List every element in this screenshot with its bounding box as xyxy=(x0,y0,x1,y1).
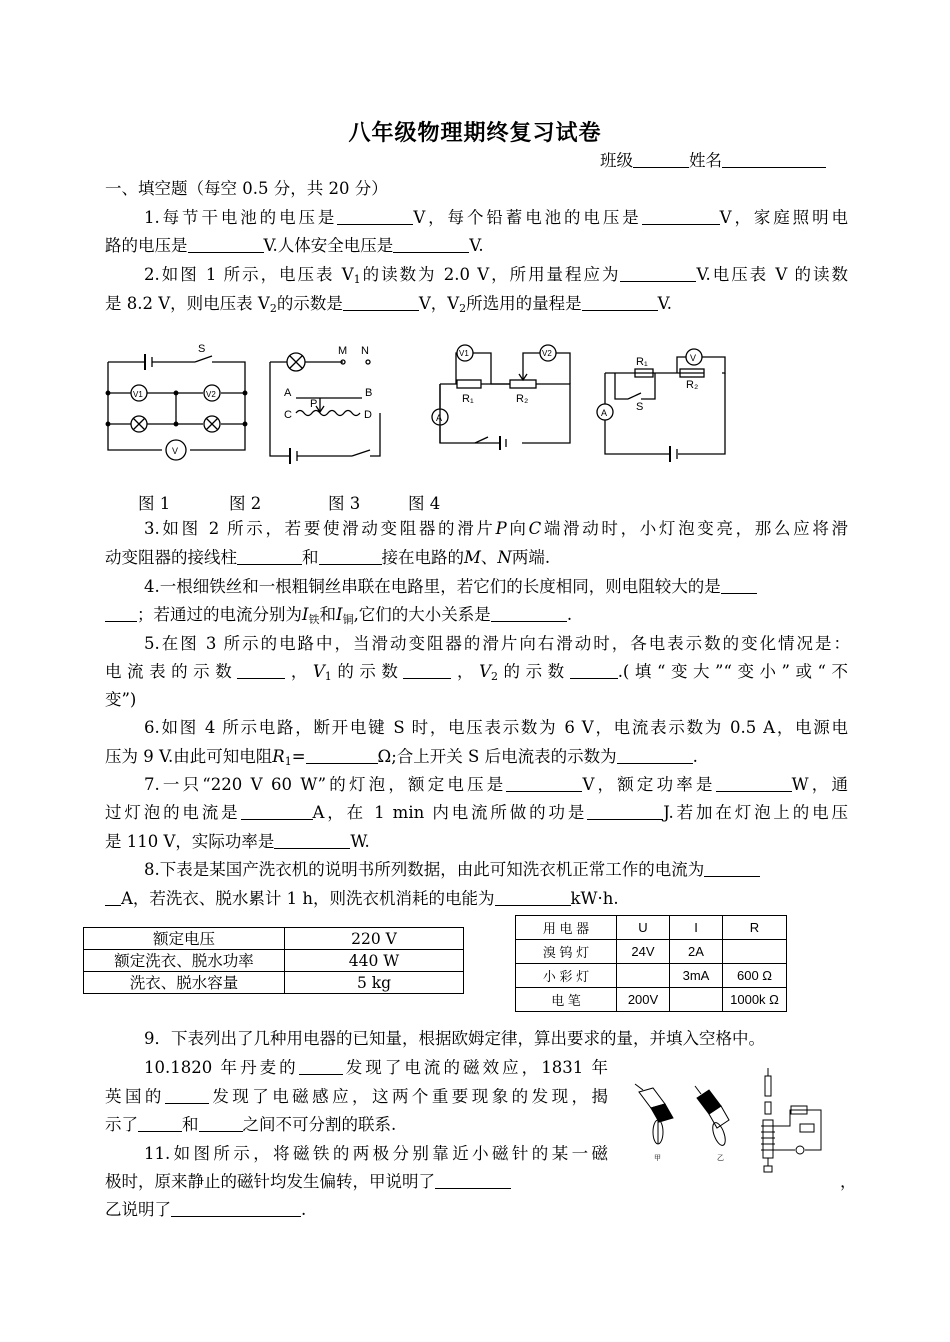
blank[interactable] xyxy=(199,1114,243,1132)
blank[interactable] xyxy=(165,1086,209,1104)
fig2-c-label: C xyxy=(284,409,292,421)
fig4-a-label: A xyxy=(601,408,608,418)
table-row: 小 彩 灯 3mA 600 Ω xyxy=(516,964,787,988)
answer-cell[interactable] xyxy=(617,964,670,988)
blank[interactable] xyxy=(319,547,382,565)
question-11-comma: ， xyxy=(840,1172,857,1191)
header-info xyxy=(600,150,826,172)
question-10-line-2: 英国的 发现了电磁感应，这两个重要现象的发现，揭 xyxy=(105,1087,609,1106)
question-7-line-2: 过灯泡的电流是 A，在 1 min 内电流所做的功是 J.若加在灯泡上的电压 xyxy=(105,803,848,822)
blank[interactable] xyxy=(582,293,658,311)
name-label: 姓名 xyxy=(689,151,722,170)
blank[interactable] xyxy=(642,207,720,225)
blank[interactable] xyxy=(105,604,137,622)
table-header: 用 电 器 U I R xyxy=(516,916,787,940)
blank[interactable] xyxy=(393,235,469,253)
blank[interactable] xyxy=(716,774,792,792)
blank[interactable] xyxy=(721,576,757,594)
blank[interactable] xyxy=(337,207,413,225)
class-label: 班级 xyxy=(600,151,633,170)
blank[interactable] xyxy=(506,774,582,792)
blank[interactable] xyxy=(403,661,451,679)
figure-1-circuit xyxy=(106,354,247,460)
figure-1-label: 图 1 xyxy=(138,494,171,513)
blank[interactable] xyxy=(570,661,618,679)
table-row: 洗衣、脱水容量 5 kg xyxy=(84,972,464,994)
question-4-line-2: ；若通过的电流分别为$I_铁$和$I_铜$,它们的大小关系是 . xyxy=(105,604,572,626)
question-2-line-1: 2.如图 1 所示，电压表 $V_1$的读数为 2.0 V，所用量程应为 V.电压表 V 的读数 xyxy=(144,265,848,286)
fig1-switch-label: S xyxy=(198,343,206,355)
yi-label: 乙 xyxy=(717,1155,724,1162)
blank[interactable] xyxy=(704,859,760,877)
blank[interactable] xyxy=(587,802,663,820)
magnet-figures xyxy=(625,1068,835,1176)
fig3-r1-label: R₁ xyxy=(462,393,474,405)
question-6-line-2: 压为 9 V.由此可知电阻$R_1= \Omega$;合上开关 S 后电流表的示数为 . xyxy=(105,747,698,768)
fig2-m-label: M xyxy=(338,345,348,357)
table-row: 额定洗衣、脱水功率 440 W xyxy=(84,950,464,972)
question-11-line-1: 11.如图所示，将磁铁的两极分别靠近小磁针的某一磁 xyxy=(144,1144,608,1163)
fig1-v-label: V xyxy=(172,446,179,456)
fig4-r2-label: R₂ xyxy=(686,379,699,391)
blank[interactable] xyxy=(188,235,264,253)
table-row: 溴 钨 灯 24V 2A xyxy=(516,940,787,964)
page-title: 八年级物理期终复习试卷 xyxy=(348,120,602,146)
fig2-a-label: A xyxy=(284,387,292,399)
fig4-v-label: V xyxy=(690,353,697,363)
figure-labels xyxy=(0,490,950,514)
fig2-n-label: N xyxy=(361,345,369,357)
electromagnet-figure xyxy=(761,1068,821,1172)
circuit-figures xyxy=(100,336,740,476)
blank[interactable] xyxy=(138,1114,182,1132)
fig3-v2-label: V2 xyxy=(542,349,552,358)
washer-spec-table xyxy=(83,927,464,994)
fig2-d-label: D xyxy=(364,409,372,421)
answer-cell[interactable] xyxy=(670,988,723,1012)
fig4-r1-label: R₁ xyxy=(636,356,648,368)
blank[interactable] xyxy=(435,1171,511,1189)
question-3-line-2: 动变阻器的接线柱 和 接在电路的M、N两端. xyxy=(105,548,551,567)
question-8-line-1: 8.下表是某国产洗衣机的说明书所列数据，由此可知洗衣机正常工作的电流为 xyxy=(144,859,760,881)
fig2-p-label: P xyxy=(310,398,318,410)
question-9: 9．下表列出了几种用电器的已知量，根据欧姆定律，算出要求的量，并填入空格中。 xyxy=(144,1029,765,1048)
magnet-figure-yi xyxy=(695,1086,729,1147)
figure-4-circuit xyxy=(597,349,725,462)
question-11-line-2: 极时，原来静止的磁针均发生偏转，甲说明了 xyxy=(105,1171,511,1193)
question-5-line-3: 变”) xyxy=(105,690,137,709)
question-4-line-1: 4.一根细铁丝和一根粗铜丝串联在电路里，若它们的长度相同，则电阻较大的是 xyxy=(144,576,757,598)
fig3-a-label: A xyxy=(436,413,443,423)
fig1-v2-label: V2 xyxy=(206,390,216,399)
blank[interactable] xyxy=(620,264,696,282)
question-7-line-1: 7.一只“220 V 60 W”的灯泡，额定电压是 V，额定功率是 W，通 xyxy=(144,775,848,794)
blank[interactable] xyxy=(491,604,567,622)
fig3-r2-label: R₂ xyxy=(516,393,529,405)
blank[interactable] xyxy=(241,802,313,820)
blank[interactable] xyxy=(299,1057,343,1075)
table-row: 电 笔 200V 1000k Ω xyxy=(516,988,787,1012)
blank[interactable] xyxy=(171,1199,301,1217)
magnet-figure-jia xyxy=(635,1084,673,1144)
question-8-line-2: A，若洗衣、脱水累计 1 h，则洗衣机消耗的电能为 kW·h. xyxy=(105,888,619,910)
figure-2-label: 图 2 xyxy=(229,494,262,513)
fig2-b-label: B xyxy=(365,387,373,399)
fig3-v1-label: V1 xyxy=(459,349,469,358)
blank[interactable] xyxy=(617,746,693,764)
answer-cell[interactable] xyxy=(723,940,787,964)
jia-label: 甲 xyxy=(654,1155,661,1162)
question-10-line-1: 10.1820 年丹麦的 发现了电流的磁效应，1831 年 xyxy=(144,1058,608,1077)
fig1-v1-label: V1 xyxy=(133,390,143,399)
question-5-line-1: 5.在图 3 所示的电路中，当滑动变阻器的滑片向右滑动时，各电表示数的变化情况是： xyxy=(144,634,850,653)
blank[interactable] xyxy=(237,661,285,679)
question-5-line-2: 电流表的示数 ，$V_1$的示数 ，$V_2$的示数 .(填“变大”“变小”或“不 xyxy=(105,662,849,683)
question-10-line-3: 示了 和 之间不可分割的联系. xyxy=(105,1115,397,1134)
question-11-line-3: 乙说明了 . xyxy=(105,1200,307,1219)
class-field[interactable] xyxy=(633,150,689,168)
blank[interactable] xyxy=(105,888,121,906)
question-3-line-1: 3.如图 2 所示，若要使滑动变阻器的滑片P向C端滑动时，小灯泡变亮，那么应将滑 xyxy=(144,519,849,538)
blank[interactable] xyxy=(237,547,302,565)
blank[interactable] xyxy=(274,831,350,849)
question-1-line-1: 1.每节干电池的电压是 V，每个铅蓄电池的电压是 V，家庭照明电 xyxy=(144,208,849,227)
figure-4-label: 图 4 xyxy=(408,494,441,513)
blank[interactable] xyxy=(306,746,378,764)
question-2-line-2: 是 8.2 V，则电压表 $V_2$的示数是 V，$V_2$所选用的量程是 V. xyxy=(105,294,672,315)
name-field[interactable] xyxy=(722,150,826,168)
figure-3-circuit xyxy=(432,345,570,450)
question-7-line-3: 是 110 V，实际功率是 W. xyxy=(105,832,370,851)
fig4-s-label: S xyxy=(636,401,644,413)
blank[interactable] xyxy=(495,888,571,906)
blank[interactable] xyxy=(343,293,419,311)
figure-3-label: 图 3 xyxy=(328,494,361,513)
question-1-line-2: 路的电压是 V.人体安全电压是 V. xyxy=(105,236,484,255)
question-6-line-1: 6.如图 4 所示电路，断开电键 S 时，电压表示数为 6 V，电流表示数为 0.5 A，电源电 xyxy=(144,718,848,737)
table-row: 额定电压 220 V xyxy=(84,928,464,950)
section-heading: 一、填空题（每空 0.5 分，共 20 分） xyxy=(105,179,388,198)
device-table xyxy=(515,915,787,1012)
